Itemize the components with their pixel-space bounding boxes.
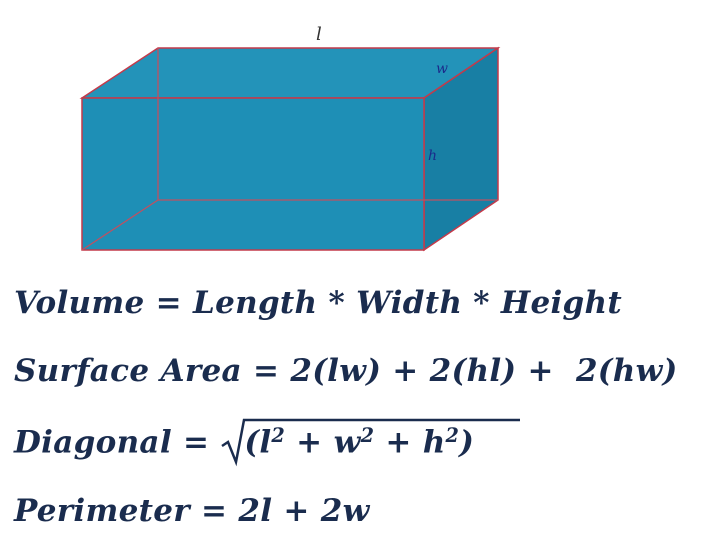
plus-2: +: [374, 424, 423, 461]
surface-area-rhs: 2(lw) + 2(hl) + 2(hw): [290, 353, 678, 389]
height-label: h: [428, 148, 438, 164]
plus-1: +: [285, 424, 334, 461]
exponent-w: 2: [360, 424, 375, 447]
box-front-face: [82, 98, 424, 250]
volume-rhs: Length * Width * Height: [193, 285, 622, 321]
radical-sign-icon: [220, 418, 520, 468]
exponent-h: 2: [445, 424, 460, 447]
term-l: l: [259, 424, 272, 461]
term-w: w: [333, 424, 361, 461]
volume-formula: [14, 285, 622, 321]
paren-open: (: [244, 424, 260, 461]
surface-area-formula: [14, 353, 678, 389]
diagonal-formula: [14, 424, 474, 461]
perimeter-lhs: Perimeter: [14, 493, 190, 529]
equals-sign: =: [155, 285, 182, 321]
term-h: h: [422, 424, 446, 461]
diagonal-lhs: Diagonal: [14, 424, 172, 461]
paren-close: ): [459, 424, 475, 461]
length-label: l: [316, 24, 322, 45]
perimeter-rhs: 2l + 2w: [238, 493, 370, 529]
square-root: [220, 424, 474, 461]
exponent-l: 2: [271, 424, 286, 447]
rectangular-box-diagram: [0, 0, 720, 270]
width-label: w: [436, 61, 448, 77]
equals-sign: =: [183, 424, 210, 461]
surface-area-lhs: Surface Area: [14, 353, 242, 389]
equals-sign: =: [201, 493, 228, 529]
equals-sign: =: [252, 353, 280, 389]
volume-lhs: Volume: [14, 285, 145, 321]
perimeter-formula: [14, 493, 370, 529]
